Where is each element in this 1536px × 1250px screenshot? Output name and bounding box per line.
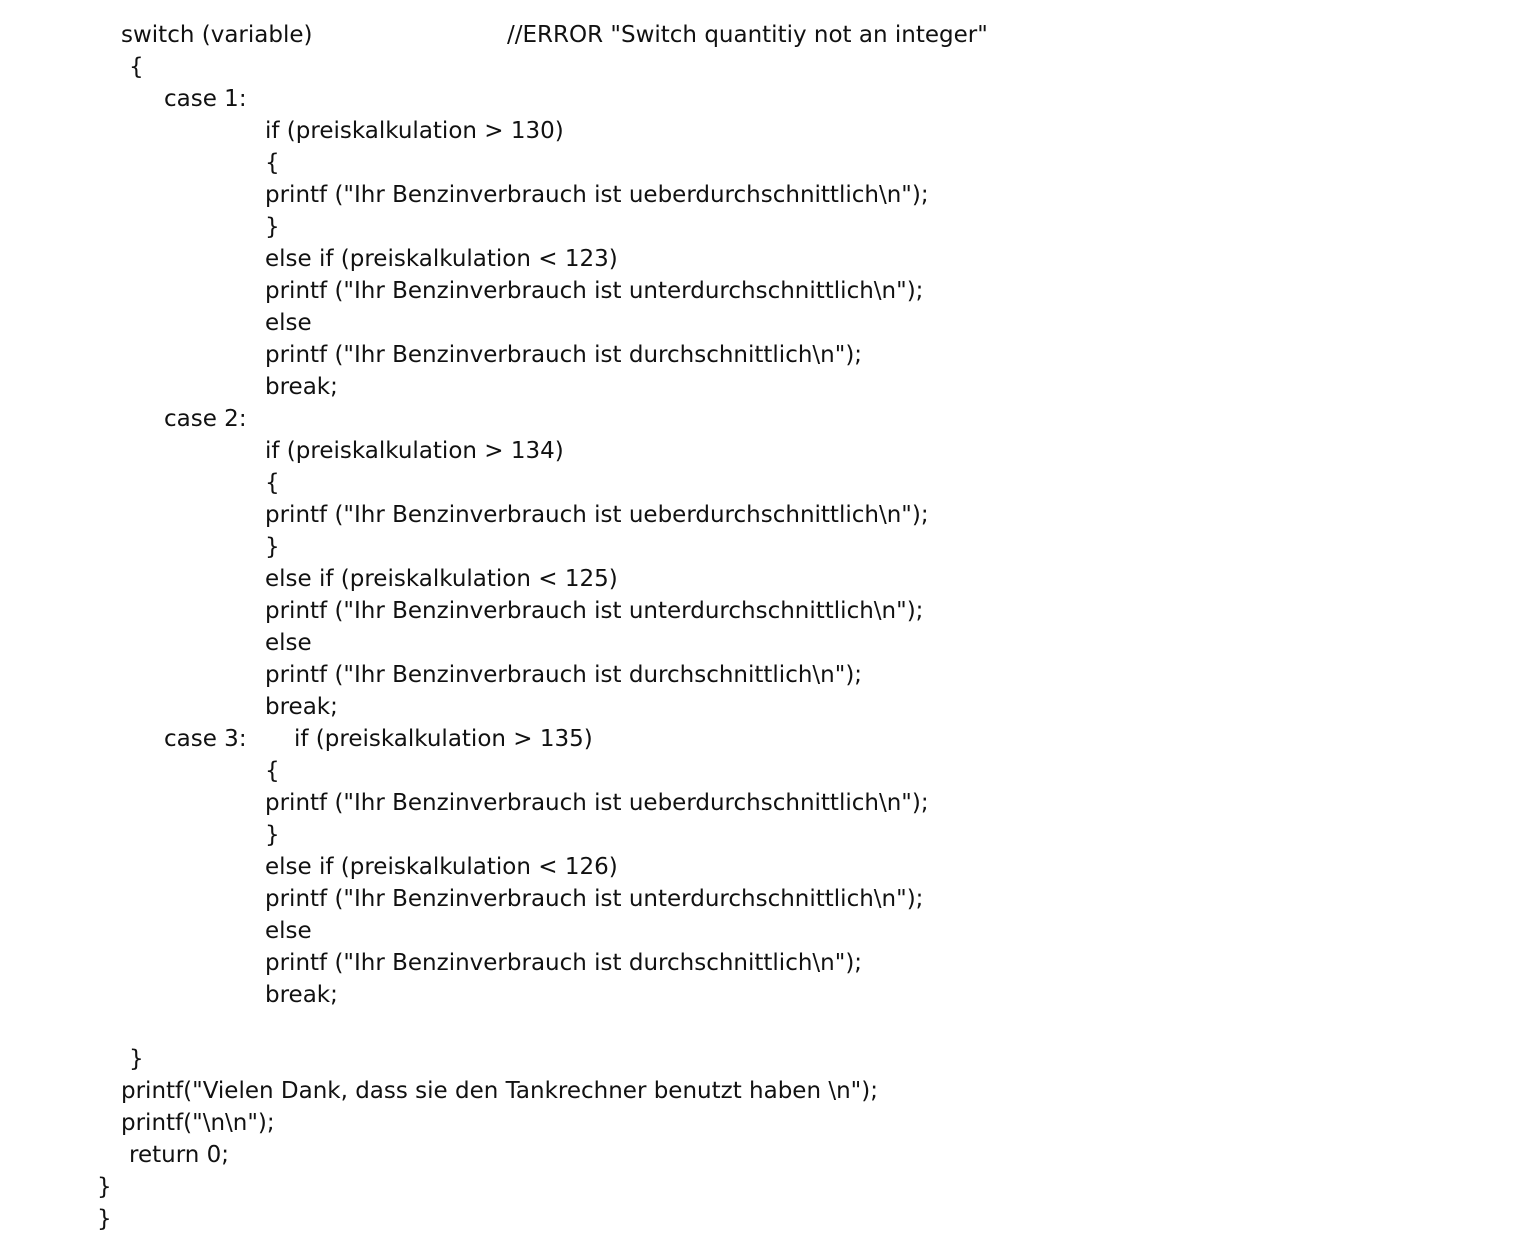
code-line xyxy=(0,499,1536,531)
code-line xyxy=(0,243,1536,275)
code-line xyxy=(0,755,1536,787)
code-text: switch (variable) xyxy=(121,22,313,48)
code-text: if (preiskalkulation > 134) xyxy=(265,438,564,464)
code-line xyxy=(0,115,1536,147)
code-line xyxy=(0,915,1536,947)
code-text: printf ("Ihr Benzinverbrauch ist durchschnittlich\n"); xyxy=(265,950,863,976)
code-line xyxy=(0,883,1536,915)
code-line xyxy=(0,1075,1536,1107)
code-comment: if (preiskalkulation > 135) xyxy=(294,726,593,752)
code-text: printf ("Ihr Benzinverbrauch ist durchschnittlich\n"); xyxy=(265,662,863,688)
code-text: break; xyxy=(265,982,338,1008)
code-line xyxy=(0,595,1536,627)
code-text: else if (preiskalkulation < 125) xyxy=(265,566,618,592)
code-line xyxy=(0,1107,1536,1139)
code-text: break; xyxy=(265,694,338,720)
code-line xyxy=(0,1203,1536,1235)
code-line xyxy=(0,1171,1536,1203)
code-text: case 1: xyxy=(164,86,247,112)
code-line xyxy=(0,179,1536,211)
code-text: } xyxy=(265,214,280,240)
code-line xyxy=(0,211,1536,243)
code-line xyxy=(0,83,1536,115)
code-line xyxy=(0,819,1536,851)
code-line xyxy=(0,851,1536,883)
code-text: printf ("Ihr Benzinverbrauch ist unterdurchschnittlich\n"); xyxy=(265,598,924,624)
code-text: } xyxy=(265,534,280,560)
code-text: else if (preiskalkulation < 123) xyxy=(265,246,618,272)
code-line xyxy=(0,979,1536,1011)
code-line xyxy=(0,659,1536,691)
code-text: break; xyxy=(265,374,338,400)
code-text: printf ("Ihr Benzinverbrauch ist durchschnittlich\n"); xyxy=(265,342,863,368)
code-text: printf("Vielen Dank, dass sie den Tankrechner benutzt haben \n"); xyxy=(121,1078,878,1104)
code-text: case 2: xyxy=(164,406,247,432)
code-text: printf ("Ihr Benzinverbrauch ist ueberdurchschnittlich\n"); xyxy=(265,790,929,816)
code-text: { xyxy=(265,470,280,496)
code-line xyxy=(0,787,1536,819)
code-line xyxy=(0,1139,1536,1171)
code-text: { xyxy=(265,758,280,784)
code-text: printf ("Ihr Benzinverbrauch ist unterdurchschnittlich\n"); xyxy=(265,278,924,304)
code-line xyxy=(0,563,1536,595)
code-comment: //ERROR "Switch quantitiy not an integer" xyxy=(507,22,988,48)
code-text: printf("\n\n"); xyxy=(121,1110,275,1136)
code-line xyxy=(0,19,1536,51)
code-text: return 0; xyxy=(129,1142,230,1168)
code-text: else xyxy=(265,918,312,944)
code-line xyxy=(0,275,1536,307)
code-line xyxy=(0,371,1536,403)
code-text: { xyxy=(265,150,280,176)
code-line xyxy=(0,435,1536,467)
code-line xyxy=(0,307,1536,339)
code-line xyxy=(0,947,1536,979)
code-text: else if (preiskalkulation < 126) xyxy=(265,854,618,880)
code-line xyxy=(0,691,1536,723)
code-line xyxy=(0,627,1536,659)
code-text: } xyxy=(97,1206,112,1232)
code-text: printf ("Ihr Benzinverbrauch ist unterdurchschnittlich\n"); xyxy=(265,886,924,912)
code-line xyxy=(0,1043,1536,1075)
code-line xyxy=(0,51,1536,83)
code-line xyxy=(0,531,1536,563)
code-text: } xyxy=(129,1046,144,1072)
code-text: printf ("Ihr Benzinverbrauch ist ueberdurchschnittlich\n"); xyxy=(265,182,929,208)
code-line xyxy=(0,339,1536,371)
code-text: printf ("Ihr Benzinverbrauch ist ueberdurchschnittlich\n"); xyxy=(265,502,929,528)
code-text: { xyxy=(129,54,144,80)
code-line xyxy=(0,467,1536,499)
code-line xyxy=(0,723,1536,755)
code-text: else xyxy=(265,630,312,656)
code-text: case 3: xyxy=(164,726,247,752)
code-text: } xyxy=(265,822,280,848)
code-line xyxy=(0,403,1536,435)
code-line xyxy=(0,147,1536,179)
code-text: if (preiskalkulation > 130) xyxy=(265,118,564,144)
code-text: } xyxy=(97,1174,112,1200)
code-text: else xyxy=(265,310,312,336)
